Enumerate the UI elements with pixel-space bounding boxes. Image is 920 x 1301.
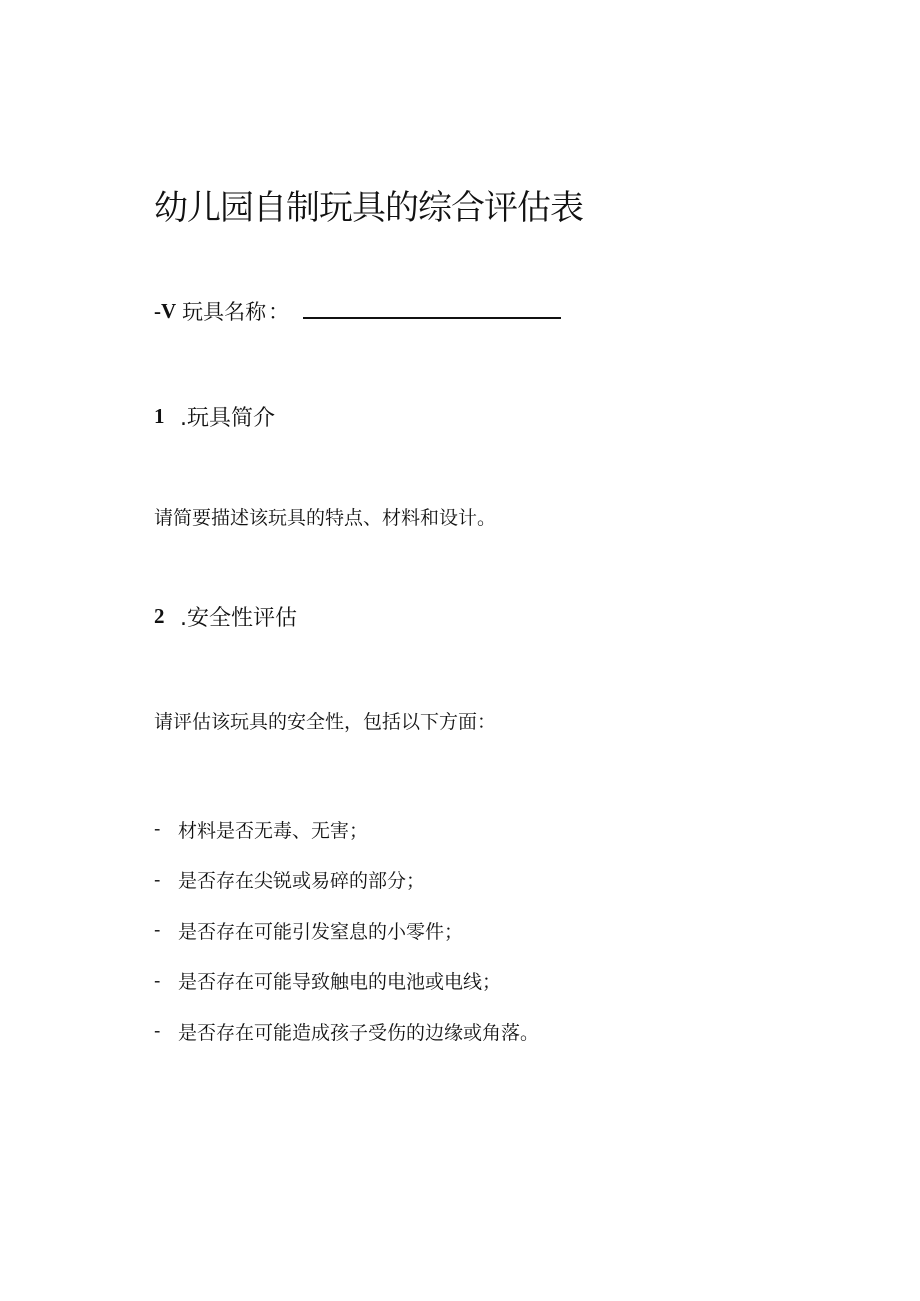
bullet-dash: -: [154, 919, 161, 942]
section-title: .玩具简介: [180, 405, 275, 431]
safety-paragraph: 请评估该玩具的安全性，包括以下方面：: [154, 711, 497, 733]
list-item-text: 是否存在可能导致触电的电池或电线；: [178, 971, 502, 994]
bullet-dash: -: [154, 1020, 161, 1043]
section-title: .安全性评估: [180, 605, 297, 631]
section-number: 1: [154, 403, 165, 428]
bullet-dash: -: [154, 969, 161, 992]
toy-name-field: [154, 296, 561, 326]
list-item: [154, 855, 539, 906]
bullet-dash: -: [154, 868, 161, 891]
section-heading-intro: [154, 401, 275, 431]
list-item: [154, 905, 539, 956]
toy-name-blank-line: [303, 297, 561, 319]
list-item: [154, 956, 539, 1007]
document-title: 幼儿园自制玩具的综合评估表: [154, 188, 583, 228]
toy-name-prefix: -V: [154, 298, 177, 323]
section-number: 2: [154, 603, 165, 628]
list-item-text: 是否存在可能引发窒息的小零件；: [178, 920, 464, 943]
list-item-text: 是否存在尖锐或易碎的部分；: [178, 870, 426, 893]
list-item: [154, 1006, 539, 1057]
toy-name-colon: ：: [268, 300, 290, 324]
list-item-text: 材料是否无毒、无害；: [178, 819, 369, 842]
safety-checklist: [154, 804, 539, 1057]
list-item: [154, 804, 539, 855]
intro-paragraph: 请简要描述该玩具的特点、材料和设计。: [154, 507, 497, 529]
toy-name-label: 玩具名称: [182, 300, 267, 324]
section-heading-safety: [154, 601, 297, 631]
list-item-text: 是否存在可能造成孩子受伤的边缘或角落。: [178, 1021, 540, 1044]
bullet-dash: -: [154, 818, 161, 841]
